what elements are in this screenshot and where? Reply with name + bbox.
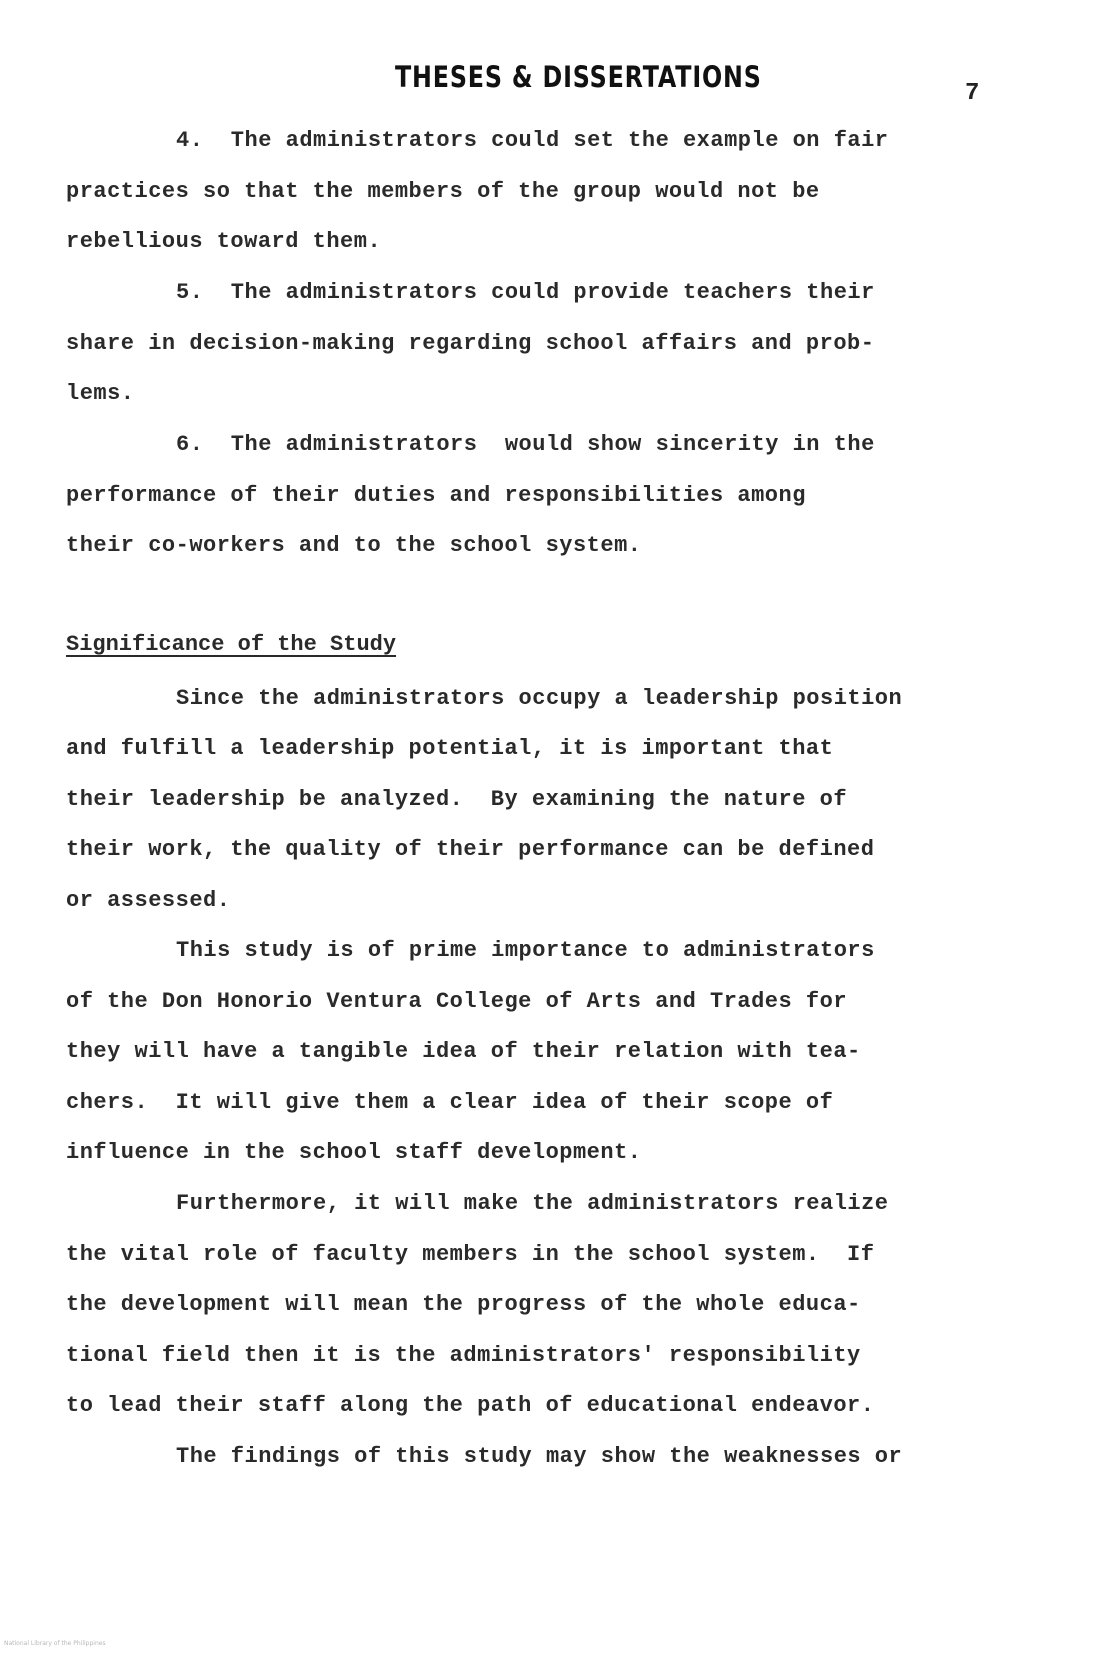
paragraph-2-line-4: chers. It will give them a clear idea of their scope of: [66, 1090, 834, 1115]
paragraph-2-line-1: This study is of prime importance to administrators: [176, 938, 875, 963]
paragraph-2-line-2: of the Don Honorio Ventura College of Arts and Trades for: [66, 989, 848, 1014]
list-item-5-line-2: share in decision-making regarding school affairs and prob-: [66, 331, 875, 356]
paragraph-3-line-5: to lead their staff along the path of educational endeavor.: [66, 1393, 875, 1418]
paragraph-2-line-5: influence in the school staff development.: [66, 1140, 642, 1165]
paragraph-1-line-2: and fulfill a leadership potential, it is important that: [66, 736, 834, 761]
list-item-6-line-3: their co-workers and to the school system.: [66, 533, 642, 558]
paragraph-3-line-3: the development will mean the progress of the whole educa-: [66, 1292, 861, 1317]
paragraph-1-line-4: their work, the quality of their performance can be defined: [66, 837, 875, 862]
list-item-4-line-1: 4. The administrators could set the example on fair: [176, 128, 889, 153]
list-item-4-line-2: practices so that the members of the group would not be: [66, 179, 820, 204]
paragraph-3-line-4: tional field then it is the administrators' responsibility: [66, 1343, 861, 1368]
page-number: 7: [965, 80, 980, 107]
paragraph-1-line-5: or assessed.: [66, 888, 231, 913]
paragraph-3-line-1: Furthermore, it will make the administrators realize: [176, 1191, 889, 1216]
list-item-5-line-3: lems.: [66, 381, 135, 406]
paragraph-3-line-2: the vital role of faculty members in the school system. If: [66, 1242, 875, 1267]
list-item-4-line-3: rebellious toward them.: [66, 229, 382, 254]
list-item-5-line-1: 5. The administrators could provide teachers their: [176, 280, 875, 305]
footer-text: National Library of the Philippines: [4, 1640, 106, 1647]
paragraph-1-line-3: their leadership be analyzed. By examining the nature of: [66, 787, 848, 812]
section-heading: Significance of the Study: [66, 632, 397, 657]
paragraph-1-line-1: Since the administrators occupy a leadership position: [176, 686, 903, 711]
list-item-6-line-1: 6. The administrators would show sincerity in the: [176, 432, 875, 457]
paragraph-2-line-3: they will have a tangible idea of their relation with tea-: [66, 1039, 861, 1064]
theses-dissertations-stamp: THESES & DISSERTATIONS: [395, 60, 762, 94]
paragraph-4-line-1: The findings of this study may show the weaknesses or: [176, 1444, 903, 1469]
list-item-6-line-2: performance of their duties and responsibilities among: [66, 483, 806, 508]
